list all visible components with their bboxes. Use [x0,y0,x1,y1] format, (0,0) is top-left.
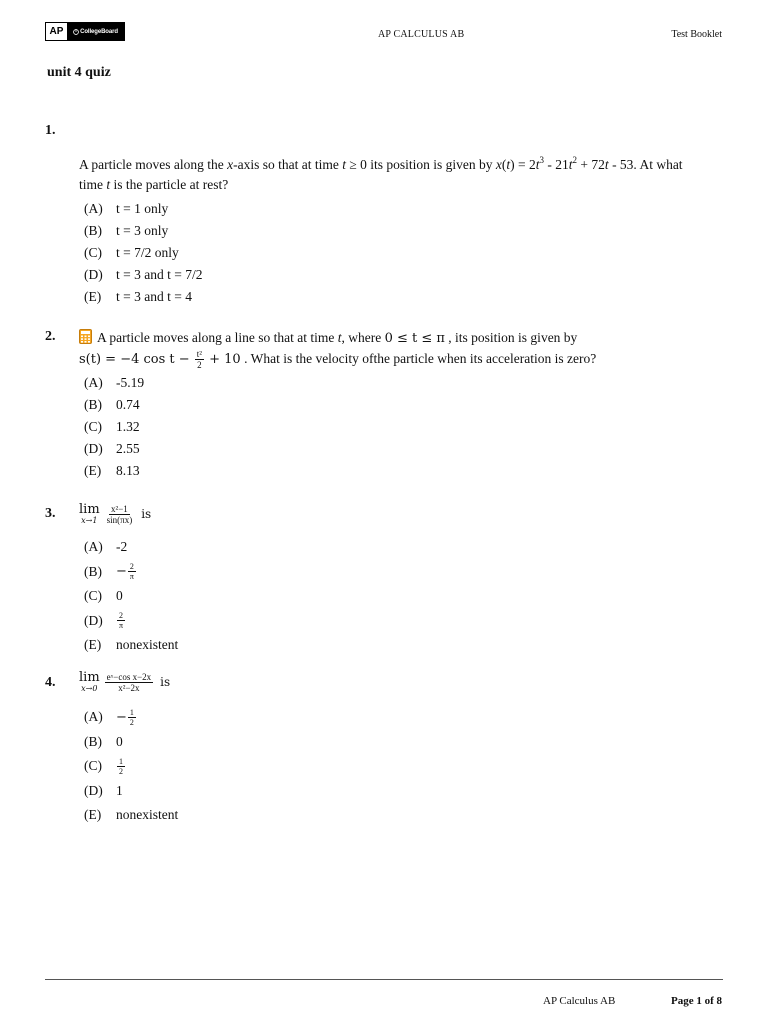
answer-choice[interactable]: (A) − $\frac{1}{2}$ [84,707,134,727]
question-number: 2. [45,329,56,344]
limit-expression: lim x→1 [79,502,100,525]
answer-choice[interactable]: (A) t = 1 only [84,201,169,216]
header-course-title: AP CALCULUS AB [378,29,465,40]
answer-choice[interactable]: (D) 1 [84,782,123,798]
answer-choice[interactable]: (B) 0 [84,733,123,749]
ap-college-board-logo [45,22,125,41]
page-title: unit 4 quiz [47,65,111,80]
answer-choice[interactable]: (E) nonexistent [84,637,179,653]
footer-divider [45,979,723,980]
answer-choice[interactable]: (A) -2 [84,539,128,555]
limit-expression: lim x→0 [79,670,100,693]
answer-choice[interactable]: (D) t = 3 and t = 7/2 [84,267,203,282]
answer-choice[interactable]: (B) t = 3 only [84,223,169,238]
acorn-icon [73,29,79,35]
question-stem: lim x→0 $\frac{\text{eˣ−cos x−2x}}{\text{x²−2x}}$ is [79,670,171,693]
header-booklet-label: Test Booklet [671,29,722,40]
logo-ap: AP [46,23,67,40]
answer-choices [84,372,144,482]
answer-choices [84,705,178,828]
answer-choice[interactable]: (D) 2.55 [84,441,140,456]
logo-cb-text: CollegeBoard [80,28,118,35]
question-number: 3. [45,506,56,521]
answer-choice[interactable]: (A) -5.19 [84,375,145,390]
question-stem: lim x→1 $\frac{\text{x²−1}}{\sin(\pi x)}$ is [79,502,152,525]
logo-college-board [67,23,124,40]
answer-choice[interactable]: (E) t = 3 and t = 4 [84,289,192,304]
answer-choice[interactable]: (C) 0 [84,588,123,604]
answer-choice[interactable]: (C) t = 7/2 only [84,245,179,260]
question-number: 4. [45,675,56,690]
question-stem: A particle moves along the x-axis so that at time t ≥ 0 its position is given by $x(t) = 2t^3 - 21t^2 + 72t - 53$. At what time t is the particle at rest? [79,155,683,192]
answer-choice[interactable]: (B) 0.74 [84,397,140,412]
question-stem: A particle moves along a line so that at time t, where 0 ≤ t ≤ π , its position is given by s(t) = −4 cos t − $\frac{\text{t²}}{2}$ + 10 . What is the velocity ofthe particle when its acceleration is zero? [79,330,597,371]
answer-choice[interactable]: (C) $\frac{1}{2}$ [84,756,123,776]
answer-choices [84,198,202,308]
answer-choice[interactable]: (C) 1.32 [84,419,140,434]
footer-course: AP Calculus AB [543,995,616,1007]
answer-choice[interactable]: (E) nonexistent [84,807,179,823]
page-indicator: Page 1 of 8 [670,995,722,1007]
answer-choices [84,535,178,658]
answer-choice[interactable]: (E) 8.13 [84,463,140,478]
answer-choice[interactable]: (B) − $\frac{2}{\pi}$ [84,562,134,582]
calculator-icon [79,329,92,344]
question-number: 1. [45,123,56,138]
answer-choice[interactable]: (D) $\frac{2}{\pi}$ [84,611,124,631]
